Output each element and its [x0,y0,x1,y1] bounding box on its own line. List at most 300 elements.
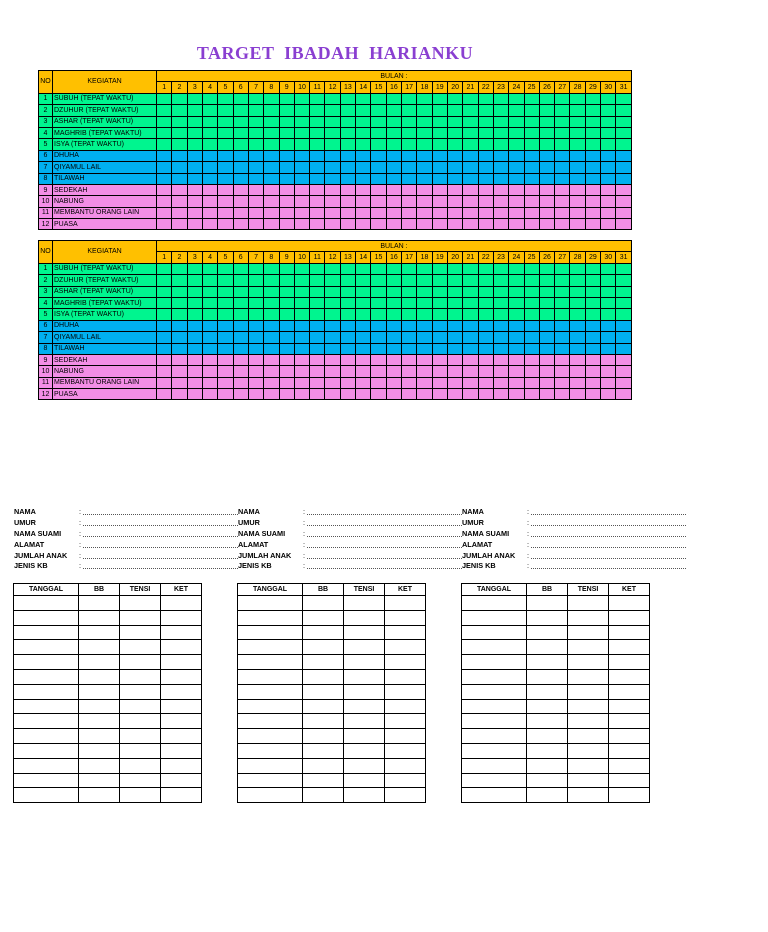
checkbox-cell[interactable] [248,162,263,173]
checkbox-cell[interactable] [264,297,279,308]
record-cell[interactable] [161,758,202,773]
checkbox-cell[interactable] [248,343,263,354]
record-cell[interactable] [238,729,303,744]
record-cell[interactable] [609,684,650,699]
checkbox-cell[interactable] [233,354,248,365]
checkbox-cell[interactable] [493,332,508,343]
checkbox-cell[interactable] [187,377,202,388]
record-cell[interactable] [14,714,79,729]
checkbox-cell[interactable] [601,275,616,286]
record-cell[interactable] [14,788,79,803]
checkbox-cell[interactable] [310,377,325,388]
record-cell[interactable] [161,610,202,625]
checkbox-cell[interactable] [325,196,340,207]
checkbox-cell[interactable] [402,354,417,365]
checkbox-cell[interactable] [463,377,478,388]
checkbox-cell[interactable] [325,389,340,400]
checkbox-cell[interactable] [218,286,233,297]
checkbox-cell[interactable] [172,207,187,218]
checkbox-cell[interactable] [447,105,462,116]
checkbox-cell[interactable] [310,275,325,286]
checkbox-cell[interactable] [402,196,417,207]
checkbox-cell[interactable] [218,162,233,173]
checkbox-cell[interactable] [264,309,279,320]
record-cell[interactable] [344,669,385,684]
checkbox-cell[interactable] [585,219,600,230]
checkbox-cell[interactable] [310,173,325,184]
checkbox-cell[interactable] [539,127,554,138]
checkbox-cell[interactable] [172,377,187,388]
form-blank-line[interactable] [531,536,686,537]
checkbox-cell[interactable] [539,162,554,173]
checkbox-cell[interactable] [386,173,401,184]
record-cell[interactable] [385,669,426,684]
checkbox-cell[interactable] [555,139,570,150]
checkbox-cell[interactable] [432,150,447,161]
checkbox-cell[interactable] [509,389,524,400]
checkbox-cell[interactable] [279,116,294,127]
checkbox-cell[interactable] [493,275,508,286]
record-cell[interactable] [344,699,385,714]
checkbox-cell[interactable] [616,116,632,127]
checkbox-cell[interactable] [432,116,447,127]
checkbox-cell[interactable] [524,93,539,104]
checkbox-cell[interactable] [585,332,600,343]
checkbox-cell[interactable] [432,297,447,308]
record-cell[interactable] [79,758,120,773]
checkbox-cell[interactable] [248,196,263,207]
checkbox-cell[interactable] [187,219,202,230]
checkbox-cell[interactable] [371,343,386,354]
checkbox-cell[interactable] [601,93,616,104]
checkbox-cell[interactable] [356,286,371,297]
checkbox-cell[interactable] [493,162,508,173]
checkbox-cell[interactable] [340,332,355,343]
record-cell[interactable] [303,699,344,714]
checkbox-cell[interactable] [432,93,447,104]
checkbox-cell[interactable] [616,139,632,150]
checkbox-cell[interactable] [172,263,187,274]
checkbox-cell[interactable] [493,116,508,127]
checkbox-cell[interactable] [585,139,600,150]
checkbox-cell[interactable] [463,116,478,127]
checkbox-cell[interactable] [402,139,417,150]
record-cell[interactable] [238,596,303,611]
checkbox-cell[interactable] [524,297,539,308]
record-cell[interactable] [238,640,303,655]
checkbox-cell[interactable] [509,173,524,184]
checkbox-cell[interactable] [233,320,248,331]
checkbox-cell[interactable] [356,139,371,150]
checkbox-cell[interactable] [555,275,570,286]
checkbox-cell[interactable] [539,105,554,116]
record-cell[interactable] [238,714,303,729]
checkbox-cell[interactable] [279,354,294,365]
checkbox-cell[interactable] [509,275,524,286]
record-cell[interactable] [120,640,161,655]
checkbox-cell[interactable] [325,105,340,116]
checkbox-cell[interactable] [555,343,570,354]
checkbox-cell[interactable] [585,343,600,354]
record-cell[interactable] [609,773,650,788]
checkbox-cell[interactable] [417,354,432,365]
checkbox-cell[interactable] [555,196,570,207]
checkbox-cell[interactable] [493,93,508,104]
record-cell[interactable] [568,729,609,744]
checkbox-cell[interactable] [509,309,524,320]
checkbox-cell[interactable] [371,196,386,207]
checkbox-cell[interactable] [279,309,294,320]
checkbox-cell[interactable] [524,127,539,138]
checkbox-cell[interactable] [294,173,309,184]
checkbox-cell[interactable] [402,105,417,116]
record-cell[interactable] [344,625,385,640]
checkbox-cell[interactable] [386,127,401,138]
record-cell[interactable] [385,684,426,699]
checkbox-cell[interactable] [524,366,539,377]
checkbox-cell[interactable] [202,116,217,127]
checkbox-cell[interactable] [202,286,217,297]
record-cell[interactable] [609,729,650,744]
checkbox-cell[interactable] [447,93,462,104]
checkbox-cell[interactable] [279,366,294,377]
checkbox-cell[interactable] [279,207,294,218]
checkbox-cell[interactable] [386,207,401,218]
checkbox-cell[interactable] [524,139,539,150]
checkbox-cell[interactable] [570,184,585,195]
form-blank-line[interactable] [531,525,686,526]
checkbox-cell[interactable] [157,105,172,116]
checkbox-cell[interactable] [463,139,478,150]
checkbox-cell[interactable] [555,207,570,218]
record-cell[interactable] [568,684,609,699]
form-blank-line[interactable] [531,514,686,515]
checkbox-cell[interactable] [233,332,248,343]
checkbox-cell[interactable] [340,275,355,286]
checkbox-cell[interactable] [539,196,554,207]
checkbox-cell[interactable] [279,343,294,354]
checkbox-cell[interactable] [172,173,187,184]
record-cell[interactable] [14,699,79,714]
record-cell[interactable] [609,758,650,773]
checkbox-cell[interactable] [157,309,172,320]
checkbox-cell[interactable] [524,150,539,161]
record-cell[interactable] [609,788,650,803]
checkbox-cell[interactable] [371,184,386,195]
checkbox-cell[interactable] [402,309,417,320]
checkbox-cell[interactable] [447,297,462,308]
checkbox-cell[interactable] [356,263,371,274]
checkbox-cell[interactable] [340,320,355,331]
checkbox-cell[interactable] [340,139,355,150]
form-blank-line[interactable] [83,536,238,537]
checkbox-cell[interactable] [509,377,524,388]
checkbox-cell[interactable] [478,105,493,116]
record-cell[interactable] [161,714,202,729]
checkbox-cell[interactable] [447,207,462,218]
checkbox-cell[interactable] [187,196,202,207]
form-blank-line[interactable] [83,568,238,569]
checkbox-cell[interactable] [248,93,263,104]
checkbox-cell[interactable] [172,389,187,400]
checkbox-cell[interactable] [310,332,325,343]
checkbox-cell[interactable] [493,150,508,161]
checkbox-cell[interactable] [402,320,417,331]
checkbox-cell[interactable] [585,320,600,331]
checkbox-cell[interactable] [570,320,585,331]
checkbox-cell[interactable] [233,275,248,286]
checkbox-cell[interactable] [371,116,386,127]
record-cell[interactable] [527,669,568,684]
checkbox-cell[interactable] [570,173,585,184]
record-cell[interactable] [120,610,161,625]
checkbox-cell[interactable] [555,286,570,297]
record-cell[interactable] [238,669,303,684]
checkbox-cell[interactable] [432,127,447,138]
checkbox-cell[interactable] [539,263,554,274]
checkbox-cell[interactable] [570,105,585,116]
checkbox-cell[interactable] [325,332,340,343]
checkbox-cell[interactable] [172,127,187,138]
checkbox-cell[interactable] [264,366,279,377]
checkbox-cell[interactable] [356,184,371,195]
checkbox-cell[interactable] [310,93,325,104]
record-cell[interactable] [344,714,385,729]
checkbox-cell[interactable] [402,93,417,104]
checkbox-cell[interactable] [218,354,233,365]
checkbox-cell[interactable] [325,354,340,365]
checkbox-cell[interactable] [310,105,325,116]
record-cell[interactable] [385,699,426,714]
checkbox-cell[interactable] [509,150,524,161]
checkbox-cell[interactable] [524,173,539,184]
checkbox-cell[interactable] [187,275,202,286]
checkbox-cell[interactable] [616,263,632,274]
checkbox-cell[interactable] [555,93,570,104]
checkbox-cell[interactable] [402,162,417,173]
record-cell[interactable] [120,655,161,670]
checkbox-cell[interactable] [447,332,462,343]
record-cell[interactable] [120,773,161,788]
checkbox-cell[interactable] [555,184,570,195]
checkbox-cell[interactable] [187,389,202,400]
checkbox-cell[interactable] [340,196,355,207]
checkbox-cell[interactable] [279,150,294,161]
checkbox-cell[interactable] [539,93,554,104]
record-cell[interactable] [120,729,161,744]
checkbox-cell[interactable] [570,139,585,150]
checkbox-cell[interactable] [172,343,187,354]
checkbox-cell[interactable] [356,196,371,207]
checkbox-cell[interactable] [509,127,524,138]
checkbox-cell[interactable] [233,139,248,150]
checkbox-cell[interactable] [279,127,294,138]
record-cell[interactable] [344,729,385,744]
checkbox-cell[interactable] [463,127,478,138]
checkbox-cell[interactable] [616,354,632,365]
checkbox-cell[interactable] [279,105,294,116]
record-cell[interactable] [303,610,344,625]
checkbox-cell[interactable] [340,309,355,320]
checkbox-cell[interactable] [585,309,600,320]
checkbox-cell[interactable] [539,207,554,218]
checkbox-cell[interactable] [601,127,616,138]
checkbox-cell[interactable] [493,354,508,365]
checkbox-cell[interactable] [616,286,632,297]
checkbox-cell[interactable] [616,366,632,377]
checkbox-cell[interactable] [463,207,478,218]
checkbox-cell[interactable] [447,196,462,207]
record-cell[interactable] [568,699,609,714]
checkbox-cell[interactable] [294,263,309,274]
record-cell[interactable] [79,788,120,803]
record-cell[interactable] [161,669,202,684]
checkbox-cell[interactable] [325,297,340,308]
checkbox-cell[interactable] [356,320,371,331]
checkbox-cell[interactable] [402,275,417,286]
checkbox-cell[interactable] [509,116,524,127]
checkbox-cell[interactable] [248,184,263,195]
checkbox-cell[interactable] [417,116,432,127]
checkbox-cell[interactable] [248,332,263,343]
checkbox-cell[interactable] [524,332,539,343]
checkbox-cell[interactable] [356,207,371,218]
checkbox-cell[interactable] [279,286,294,297]
checkbox-cell[interactable] [386,332,401,343]
record-cell[interactable] [14,625,79,640]
checkbox-cell[interactable] [325,320,340,331]
checkbox-cell[interactable] [172,196,187,207]
record-cell[interactable] [462,596,527,611]
checkbox-cell[interactable] [157,127,172,138]
checkbox-cell[interactable] [585,389,600,400]
checkbox-cell[interactable] [233,127,248,138]
checkbox-cell[interactable] [248,389,263,400]
checkbox-cell[interactable] [294,320,309,331]
record-cell[interactable] [609,640,650,655]
checkbox-cell[interactable] [264,196,279,207]
record-cell[interactable] [462,610,527,625]
checkbox-cell[interactable] [524,196,539,207]
record-cell[interactable] [238,610,303,625]
checkbox-cell[interactable] [356,332,371,343]
checkbox-cell[interactable] [386,354,401,365]
record-cell[interactable] [303,743,344,758]
checkbox-cell[interactable] [187,286,202,297]
checkbox-cell[interactable] [616,219,632,230]
checkbox-cell[interactable] [294,332,309,343]
checkbox-cell[interactable] [432,105,447,116]
checkbox-cell[interactable] [294,93,309,104]
checkbox-cell[interactable] [432,207,447,218]
checkbox-cell[interactable] [264,263,279,274]
checkbox-cell[interactable] [202,127,217,138]
checkbox-cell[interactable] [264,332,279,343]
checkbox-cell[interactable] [294,286,309,297]
form-blank-line[interactable] [83,558,238,559]
checkbox-cell[interactable] [325,150,340,161]
checkbox-cell[interactable] [157,332,172,343]
record-cell[interactable] [303,669,344,684]
checkbox-cell[interactable] [264,173,279,184]
checkbox-cell[interactable] [248,286,263,297]
record-cell[interactable] [385,773,426,788]
checkbox-cell[interactable] [509,196,524,207]
record-cell[interactable] [161,773,202,788]
checkbox-cell[interactable] [187,320,202,331]
checkbox-cell[interactable] [325,207,340,218]
checkbox-cell[interactable] [463,263,478,274]
checkbox-cell[interactable] [417,263,432,274]
checkbox-cell[interactable] [157,343,172,354]
checkbox-cell[interactable] [172,354,187,365]
checkbox-cell[interactable] [463,286,478,297]
checkbox-cell[interactable] [539,320,554,331]
checkbox-cell[interactable] [248,366,263,377]
checkbox-cell[interactable] [340,389,355,400]
checkbox-cell[interactable] [570,389,585,400]
checkbox-cell[interactable] [417,286,432,297]
checkbox-cell[interactable] [555,377,570,388]
checkbox-cell[interactable] [616,173,632,184]
record-cell[interactable] [161,596,202,611]
checkbox-cell[interactable] [310,139,325,150]
checkbox-cell[interactable] [447,219,462,230]
record-cell[interactable] [14,610,79,625]
checkbox-cell[interactable] [478,93,493,104]
record-cell[interactable] [238,773,303,788]
checkbox-cell[interactable] [402,184,417,195]
record-cell[interactable] [385,625,426,640]
checkbox-cell[interactable] [172,297,187,308]
record-cell[interactable] [462,743,527,758]
checkbox-cell[interactable] [463,343,478,354]
checkbox-cell[interactable] [233,207,248,218]
checkbox-cell[interactable] [386,184,401,195]
checkbox-cell[interactable] [601,263,616,274]
checkbox-cell[interactable] [509,354,524,365]
checkbox-cell[interactable] [524,105,539,116]
checkbox-cell[interactable] [264,207,279,218]
checkbox-cell[interactable] [202,150,217,161]
checkbox-cell[interactable] [616,207,632,218]
checkbox-cell[interactable] [294,354,309,365]
record-cell[interactable] [609,596,650,611]
checkbox-cell[interactable] [509,105,524,116]
checkbox-cell[interactable] [264,150,279,161]
checkbox-cell[interactable] [371,93,386,104]
checkbox-cell[interactable] [356,275,371,286]
checkbox-cell[interactable] [493,127,508,138]
checkbox-cell[interactable] [417,377,432,388]
checkbox-cell[interactable] [248,354,263,365]
checkbox-cell[interactable] [463,162,478,173]
checkbox-cell[interactable] [601,116,616,127]
record-cell[interactable] [344,758,385,773]
checkbox-cell[interactable] [248,207,263,218]
checkbox-cell[interactable] [233,297,248,308]
checkbox-cell[interactable] [356,150,371,161]
checkbox-cell[interactable] [432,196,447,207]
record-cell[interactable] [303,729,344,744]
checkbox-cell[interactable] [172,320,187,331]
checkbox-cell[interactable] [463,297,478,308]
checkbox-cell[interactable] [509,184,524,195]
checkbox-cell[interactable] [539,343,554,354]
checkbox-cell[interactable] [356,309,371,320]
checkbox-cell[interactable] [310,162,325,173]
record-cell[interactable] [462,684,527,699]
